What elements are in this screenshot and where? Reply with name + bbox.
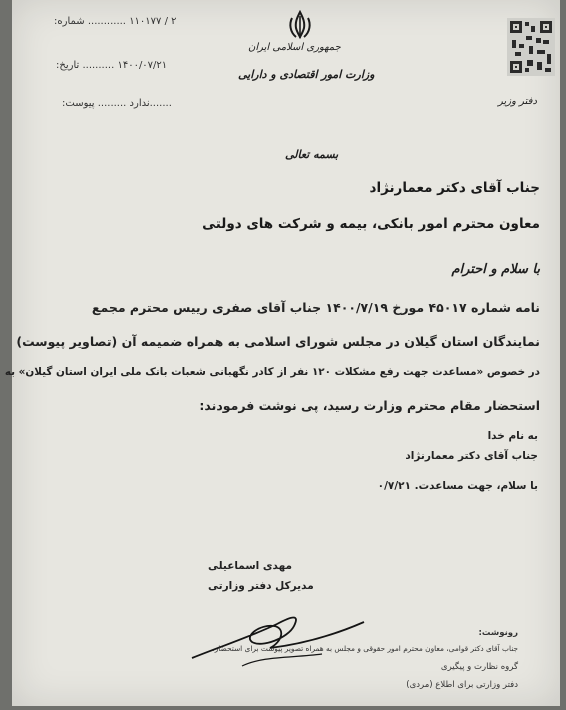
recipient-name: جناب آقای دکتر معمارنژاد [369,180,540,196]
quote-line-1: به نام خدا [487,430,538,442]
body-line-4: استحضار مقام محترم وزارت رسید، پی نوشت فرمودند: [199,398,540,413]
bismillah: بسمه تعالی [285,148,339,161]
office-label: دفتر وزیر [498,96,537,107]
letter-attachment: .......ندارد ......... پیوست: [62,98,172,109]
letter-page [4,0,560,706]
quote-line-2: جناب آقای دکتر معمارنژاد [405,450,538,462]
signatory-name: مهدی اسماعیلی [208,560,293,572]
ministry-heading: وزارت امور اقتصادی و دارایی [238,68,375,81]
quote-line-3: با سلام، جهت مساعدت. ۰/۷/۲۱ [377,480,538,492]
cc-line-3: دفتر وزارتی برای اطلاع (مردی) [406,680,518,690]
recipient-title: معاون محترم امور بانکی، بیمه و شرکت های دولتی [202,216,540,232]
signatory-title: مدیرکل دفتر وزارتی [208,580,314,592]
cc-line-2: گروه نظارت و پیگیری [440,662,518,672]
qr-code-icon [507,18,555,76]
letter-date: ۱۴۰۰/۰۷/۲۱ .......... تاریخ: [56,60,168,71]
iran-emblem-icon [286,10,314,40]
cc-heading: رونوشت: [478,628,518,638]
signature-icon [182,596,372,676]
letter-number: ۲ / ۱۱۰۱۷۷ ............ شماره: [54,16,177,27]
body-line-2: نمایندگان استان گیلان در مجلس شورای اسلامی به همراه ضمیمه آن (تصاویر پیوست) [16,334,540,349]
republic-heading: جمهوری اسلامی ایران [248,42,341,53]
cc-line-1: جناب آقای دکتر قوامی، معاون محترم امور حقوقی و مجلس به همراه تصویر پیوست برای استحضار. [212,644,518,653]
greeting: با سلام و احترام [451,262,540,277]
body-line-1: نامه شماره ۴۵۰۱۷ مورخ ۱۴۰۰/۷/۱۹ جناب آقای صفری رییس محترم مجمع [91,300,540,315]
body-line-3: در خصوص «مساعدت جهت رفع مشکلات ۱۲۰ نفر از کادر نگهبانی شعبات بانک ملی ایران استان گیلان» به [4,366,540,378]
